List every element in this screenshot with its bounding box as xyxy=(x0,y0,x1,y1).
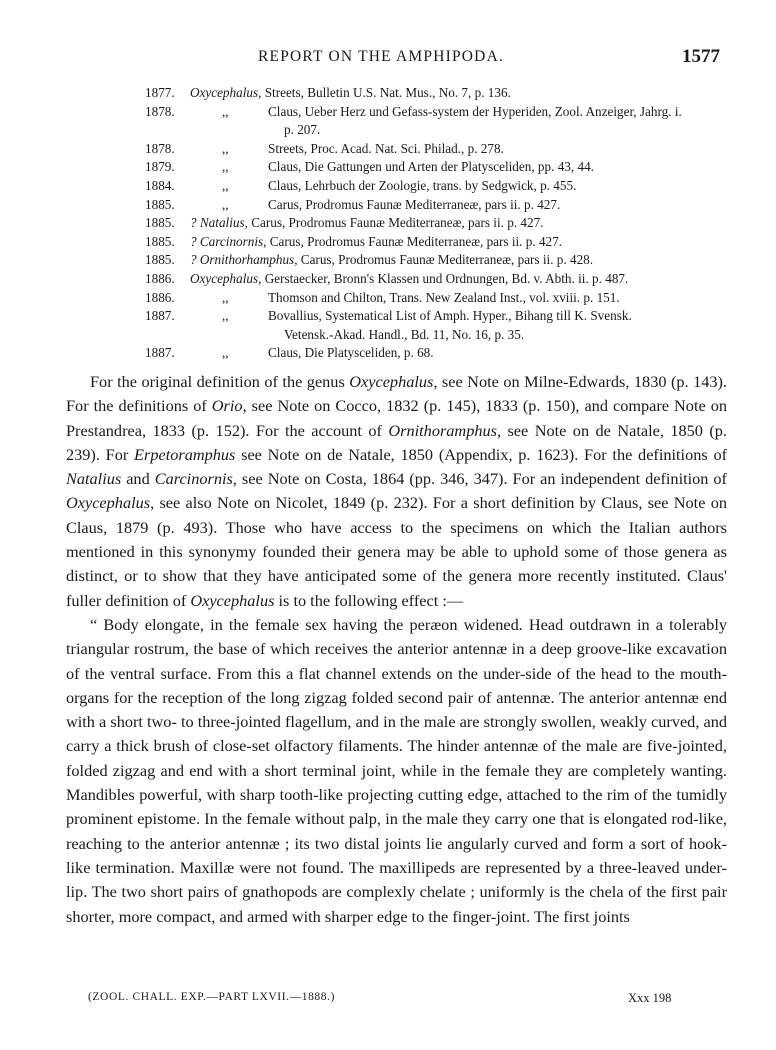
synonymy-citation xyxy=(268,140,738,159)
taxon-name: Carcinornis xyxy=(154,469,233,489)
taxon-name: Orio xyxy=(211,396,243,416)
synonymy-year: 1887. xyxy=(145,308,175,324)
synonymy-year: 1887. xyxy=(145,345,175,361)
synonymy-citation xyxy=(268,177,738,196)
citation-text: , Carus, Prodromus Faunæ Mediterraneæ, pars ii. p. 427. xyxy=(263,233,563,249)
synonymy-year: 1885. xyxy=(145,233,175,249)
taxon-name: Oxycephalus xyxy=(349,372,434,391)
citation-text: Claus, Die Platysceliden, p. 68. xyxy=(268,345,434,361)
synonymy-entry xyxy=(0,270,776,289)
genus-name: ? Ornithorhamphus xyxy=(190,252,295,268)
citation-text: Carus, Prodromus Faunæ Mediterraneæ, pars ii. p. 427. xyxy=(268,196,561,212)
synonymy-entry xyxy=(0,233,776,252)
synonymy-year: 1878. xyxy=(145,103,175,119)
synonymy-entry xyxy=(0,344,776,363)
citation-text: Claus, Lehrbuch der Zoologie, trans. by Sedgwick, p. 455. xyxy=(268,177,577,193)
synonymy-entry xyxy=(0,289,776,308)
synonymy-entry xyxy=(0,251,776,270)
ditto-mark: ,, xyxy=(222,308,229,324)
synonymy-citation xyxy=(190,270,735,289)
synonymy-entry xyxy=(0,84,776,103)
genus-name: Oxycephalus xyxy=(190,270,259,286)
genus-name: ? Carcinornis xyxy=(190,233,264,249)
citation-text: Claus, Ueber Herz und Gefass-system der Hyperiden, Zool. Anzeiger, Jahrg. i. xyxy=(268,103,682,119)
synonymy-citation xyxy=(268,158,738,177)
synonymy-year: 1878. xyxy=(145,140,175,156)
synonymy-year: 1886. xyxy=(145,270,175,286)
ditto-mark: ,, xyxy=(222,177,229,193)
ditto-mark: ,, xyxy=(222,140,229,156)
synonymy-year: 1885. xyxy=(145,215,175,231)
synonymy-citation xyxy=(268,344,738,363)
ditto-mark: ,, xyxy=(222,196,229,212)
genus-name: Oxycephalus xyxy=(190,85,259,100)
paragraph-claus-definition xyxy=(66,613,727,929)
footer-signature: (ZOOL. CHALL. EXP.—PART LXVII.—1888.) xyxy=(88,991,336,1003)
synonymy-year: 1877. xyxy=(145,85,175,100)
text-run: , see Note on de Natale, 1850 (p. 239). For xyxy=(66,420,727,464)
taxon-name: Natalius xyxy=(66,469,122,489)
citation-text: , Streets, Bulletin U.S. Nat. Mus., No. 7, p. 136. xyxy=(258,85,511,100)
synonymy-citation xyxy=(190,233,735,252)
text-run: “ Body elongate, in the female sex having the peræon widened. Head outdrawn in a tolerably triangular rostrum, the base of which receives the anterior antennæ in a deep groove-like excavation of the ventral surface. From this a flat channel extends on the under-side of the head to the mouth-organs for the reception of the long zigzag folded second pair of antennæ. The anterior antennæ end with a short two- to three-jointed flagellum, and in the male are strongly swollen, weakly curved, and carry a thick brush of close-set olfactory filaments. The hinder antennæ of the male are five-jointed, folded zigzag and end with a short terminal joint, while in the female they are completely wanting. Mandibles powerful, with sharp tooth-like projecting cutting edge, attached to the rim of the tumidly prominent epistome. In the female without palp, in the male they carry one that is elongated rod-like, reaching to the anterior antennæ ; its two distal joints lie angularly curved and form a sort of hook-like termination. Maxillæ were not found. The maxillipeds are represented by a three-leaved under-lip. The two short pairs of gnathopods are complexly chelate ; uniformly is the chela of the first pair shorter, more compact, and armed with sharper edge to the finger-joint. The first joints xyxy=(66,614,727,926)
paragraph-definitions xyxy=(66,370,727,613)
synonymy-citation xyxy=(190,84,735,103)
synonymy-entry xyxy=(0,214,776,233)
synonymy-year: 1884. xyxy=(145,177,175,193)
running-title: REPORT ON THE AMPHIPODA. xyxy=(258,48,505,65)
synonymy-citation xyxy=(268,307,738,344)
citation-text: Bovallius, Systematical List of Amph. Hyper., Bihang till K. Svensk. xyxy=(268,308,632,324)
synonymy-year: 1879. xyxy=(145,159,175,175)
citation-text: Streets, Proc. Acad. Nat. Sci. Philad., p. 278. xyxy=(268,140,504,156)
taxon-name: Ornithoramphus xyxy=(388,420,497,440)
ditto-mark: ,, xyxy=(222,159,229,175)
citation-text: , Gerstaecker, Bronn's Klassen und Ordnungen, Bd. v. Abth. ii. p. 487. xyxy=(258,270,629,286)
synonymy-entry xyxy=(0,103,776,140)
text-run: and xyxy=(121,469,155,489)
text-run: , see also Note on Nicolet, 1849 (p. 232). For a short definition by Claus, see Note on Claus, 1879 (p. 493). Those who have access to the specimens on which the Italian authors mentioned in this synonymy founded their genera may be able to uphold some of those genera as distinct, or to show that they have anticipated some of the genera more recently instituted. Claus' fuller definition of xyxy=(66,493,727,610)
text-run: , see Note on Milne-Edwards, 1830 (p. 143). For the definitions of xyxy=(66,372,727,416)
citation-text: , Carus, Prodromus Faunæ Mediterraneæ, pars ii. p. 428. xyxy=(294,252,594,268)
page-header xyxy=(0,48,776,72)
text-run: see Note on de Natale, 1850 (Appendix, p. 1623). For the definitions of xyxy=(235,444,728,464)
taxon-name: Oxycephalus xyxy=(66,493,151,513)
synonymy-year: 1885. xyxy=(145,252,175,268)
citation-text: Thomson and Chilton, Trans. New Zealand Inst., vol. xviii. p. 151. xyxy=(268,289,620,305)
text-run: , see Note on Cocco, 1832 (p. 145), 1833 (p. 150), and compare Note on Prestandrea, 1833 (p. 152). For the account of xyxy=(66,396,727,440)
synonymy-citation xyxy=(268,289,738,308)
footer-sheet-mark: Xxx 198 xyxy=(628,991,672,1005)
synonymy-year: 1886. xyxy=(145,289,175,305)
synonymy-citation xyxy=(268,103,738,140)
body-text xyxy=(66,370,727,929)
text-run: , see Note on Costa, 1864 (pp. 346, 347). For an independent definition of xyxy=(232,469,727,489)
synonymy-entry xyxy=(0,177,776,196)
synonymy-entry xyxy=(0,158,776,177)
taxon-name: Oxycephalus xyxy=(190,590,275,610)
genus-name: ? Natalius xyxy=(190,215,245,231)
synonymy-entry xyxy=(0,307,776,344)
synonymy-citation xyxy=(268,196,738,215)
synonymy-entry xyxy=(0,140,776,159)
text-run: is to the following effect :— xyxy=(274,590,464,610)
ditto-mark: ,, xyxy=(222,289,229,305)
synonymy-entry xyxy=(0,196,776,215)
synonymy-citation xyxy=(190,251,735,270)
synonymy-citation xyxy=(190,214,735,233)
page-footer xyxy=(0,991,776,1009)
citation-text: Claus, Die Gattungen und Arten der Platysceliden, pp. 43, 44. xyxy=(268,159,594,175)
ditto-mark: ,, xyxy=(222,103,229,119)
ditto-mark: ,, xyxy=(222,345,229,361)
citation-text: , Carus, Prodromus Faunæ Mediterraneæ, pars ii. p. 427. xyxy=(244,215,544,231)
synonymy-year: 1885. xyxy=(145,196,175,212)
synonymy-list xyxy=(0,84,776,363)
text-run: For the original definition of the genus xyxy=(90,372,350,391)
taxon-name: Erpetoramphus xyxy=(134,444,236,464)
page-number: 1577 xyxy=(682,46,720,67)
citation-text-continued: p. 207. xyxy=(284,122,321,138)
citation-text-continued: Vetensk.-Akad. Handl., Bd. 11, No. 16, p. 35. xyxy=(284,326,525,342)
